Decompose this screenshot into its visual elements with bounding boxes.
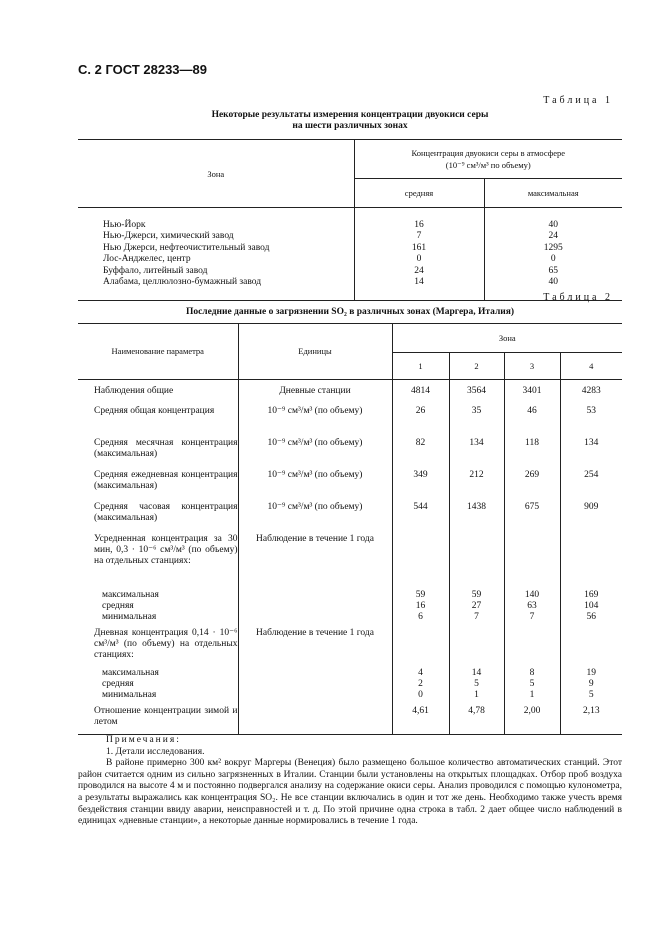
value-cell: 254 <box>560 470 622 502</box>
value-cell: 9 <box>560 679 622 690</box>
value-cell: 134 <box>449 438 504 470</box>
value-cell: 1 <box>504 690 560 706</box>
table-row <box>78 502 622 534</box>
table2-col-units: Единицы <box>238 324 392 380</box>
value-cell: 212 <box>449 470 504 502</box>
value-cell: 118 <box>504 438 560 470</box>
sub-label: средняя <box>102 601 134 611</box>
table1-col-conc-line1: Концентрация двуокиси серы в атмосфере <box>411 148 565 158</box>
value-cell: 4 <box>392 668 449 679</box>
value-cell: 5 <box>560 690 622 706</box>
value-cell: 59 <box>449 590 504 601</box>
param-cell: Средняя общая концентрация <box>94 406 215 416</box>
value-cell: 2,13 <box>560 706 622 735</box>
param-cell: Наблюдения общие <box>94 386 174 396</box>
value-cell: 35 <box>449 406 504 438</box>
table1-col-max: максимальная <box>484 179 622 208</box>
value-cell: 16 <box>392 601 449 612</box>
value-cell: 1 <box>449 690 504 706</box>
zone-header: 1 <box>392 353 449 380</box>
value-cell: 2,00 <box>504 706 560 735</box>
table-row <box>78 243 622 255</box>
avg-cell: 7 <box>354 231 484 243</box>
units-cell: Дневные станции <box>238 380 392 407</box>
table-row <box>78 612 622 628</box>
table1-col-conc-line2: (10⁻⁹ см³/м³ по объему) <box>445 160 531 170</box>
table-row <box>78 679 622 690</box>
table-row <box>78 690 622 706</box>
table1-title-line2: на шести различных зонах <box>292 121 408 131</box>
table-row <box>78 534 622 590</box>
table2-col-param: Наименование параметра <box>78 324 238 380</box>
table1-title-line1: Некоторые результаты измерения концентрации двуокиси серы <box>211 110 489 120</box>
value-cell: 7 <box>449 612 504 628</box>
value-cell: 46 <box>504 406 560 438</box>
units-cell: Наблюдение в течение 1 года <box>238 534 392 590</box>
max-cell: 0 <box>484 254 622 266</box>
table1 <box>78 139 622 301</box>
value-cell: 4814 <box>392 380 449 407</box>
table-row <box>78 628 622 668</box>
param-cell: Усредненная концентрация за 30 мин, 0,3 · 10⁻⁶ см³/м³ (по объему) на отдельных станциях: <box>94 534 238 566</box>
units-cell: Наблюдение в течение 1 года <box>238 628 392 668</box>
sub-label: максимальная <box>102 590 159 600</box>
sub-label: минимальная <box>102 690 157 700</box>
zone-header: 4 <box>560 353 622 380</box>
table-row <box>78 406 622 438</box>
value-cell: 349 <box>392 470 449 502</box>
max-cell: 65 <box>484 266 622 278</box>
avg-cell: 16 <box>354 220 484 232</box>
table-row <box>78 438 622 470</box>
param-cell: Средняя ежедневная концентрация (максимальная) <box>94 470 238 491</box>
value-cell: 8 <box>504 668 560 679</box>
zone-cell: Лос-Анджелес, центр <box>103 254 191 265</box>
value-cell: 26 <box>392 406 449 438</box>
max-cell: 40 <box>484 220 622 232</box>
table-row <box>78 668 622 679</box>
notes-item-1: 1. Детали исследования. <box>106 746 205 757</box>
page-header: С. 2 ГОСТ 28233—89 <box>78 62 207 77</box>
value-cell: 6 <box>392 612 449 628</box>
table1-col-conc <box>354 140 622 179</box>
table-row <box>78 590 622 601</box>
table-row <box>78 220 622 232</box>
zone-cell: Буффало, литейный завод <box>103 265 208 276</box>
value-cell: 544 <box>392 502 449 534</box>
value-cell: 27 <box>449 601 504 612</box>
notes <box>78 735 622 828</box>
zone-cell: Алабама, целлюлозно-бумажный завод <box>103 277 262 288</box>
max-cell: 40 <box>484 277 622 289</box>
value-cell: 82 <box>392 438 449 470</box>
param-cell: Средняя часовая концентрация (максимальная) <box>94 502 238 523</box>
units-cell: 10⁻⁹ см³/м³ (по объему) <box>238 406 392 438</box>
value-cell: 675 <box>504 502 560 534</box>
avg-cell: 161 <box>354 243 484 255</box>
units-cell: 10⁻⁹ см³/м³ (по объему) <box>238 470 392 502</box>
table-row <box>78 706 622 735</box>
zone-cell: Нью-Йорк <box>103 219 146 230</box>
notes-body: В районе примерно 300 км² вокруг Маргеры (Венеция) было размещено большое количество автоматических станций. Этот район считается одним из сильно загрязненных в Италии. Станции были установлены на открытых площадках. Отбор проб воздуха проводился на высоте 4 м и постоянно подвергался анализу на содержание окиси серы. Анализ проводился с помощью кулонометра, а результаты выражались как концентрация SO₂. Не все станции включались в один и тот же день. Необходимо также учесть время бездействия станции ввиду аварии, неисправностей и т. д. По этой причине одна строка в табл. 2 дает общее число наблюдений в единицах «дневные станции», а некоторые данные нормировались в течение 1 года. <box>78 758 622 827</box>
sub-label: максимальная <box>102 668 159 678</box>
table-row <box>78 601 622 612</box>
value-cell: 0 <box>392 690 449 706</box>
value-cell: 134 <box>560 438 622 470</box>
table-row <box>78 470 622 502</box>
table1-title <box>78 110 622 132</box>
value-cell: 56 <box>560 612 622 628</box>
value-cell: 53 <box>560 406 622 438</box>
avg-cell: 24 <box>354 266 484 278</box>
units-cell: 10⁻⁹ см³/м³ (по объему) <box>238 438 392 470</box>
value-cell: 3564 <box>449 380 504 407</box>
zone-header: 3 <box>504 353 560 380</box>
table-row <box>78 266 622 278</box>
value-cell: 4,61 <box>392 706 449 735</box>
value-cell: 59 <box>392 590 449 601</box>
param-cell: Отношение концентрации зимой и летом <box>94 706 238 727</box>
value-cell: 3401 <box>504 380 560 407</box>
table2-col-zone: Зона <box>392 324 622 353</box>
value-cell: 7 <box>504 612 560 628</box>
value-cell: 4,78 <box>449 706 504 735</box>
zone-cell: Нью-Джерси, химический завод <box>103 231 234 242</box>
table-row <box>78 231 622 243</box>
table1-col-zone: Зона <box>78 140 354 208</box>
table2-label: Таблица 2 <box>543 292 613 303</box>
table2 <box>78 323 622 735</box>
table1-col-avg: средняя <box>354 179 484 208</box>
zone-header: 2 <box>449 353 504 380</box>
table2-title: Последние данные о загрязнении SO₂ в различных зонах (Маргера, Италия) <box>185 307 515 317</box>
value-cell: 4283 <box>560 380 622 407</box>
max-cell: 1295 <box>484 243 622 255</box>
param-cell: Дневная концентрация 0,14 · 10⁻⁶ см³/м³ (по объему) на отдельных станциях: <box>94 628 238 660</box>
value-cell: 169 <box>560 590 622 601</box>
table-row <box>78 254 622 266</box>
value-cell: 104 <box>560 601 622 612</box>
table-row <box>78 380 622 407</box>
avg-cell: 0 <box>354 254 484 266</box>
value-cell: 2 <box>392 679 449 690</box>
value-cell: 5 <box>504 679 560 690</box>
zone-cell: Нью Джерси, нефтеочистительный завод <box>103 242 270 253</box>
table1-label: Таблица 1 <box>543 95 613 106</box>
sub-label: минимальная <box>102 612 157 622</box>
notes-heading: Примечания: <box>106 735 181 745</box>
units-cell: 10⁻⁹ см³/м³ (по объему) <box>238 502 392 534</box>
value-cell: 269 <box>504 470 560 502</box>
sub-label: средняя <box>102 679 134 689</box>
value-cell: 140 <box>504 590 560 601</box>
table-row <box>78 277 622 289</box>
value-cell: 14 <box>449 668 504 679</box>
param-cell: Средняя месячная концентрация (максимальная) <box>94 438 238 459</box>
max-cell: 24 <box>484 231 622 243</box>
value-cell: 1438 <box>449 502 504 534</box>
avg-cell: 14 <box>354 277 484 289</box>
value-cell: 63 <box>504 601 560 612</box>
value-cell: 909 <box>560 502 622 534</box>
value-cell: 19 <box>560 668 622 679</box>
value-cell: 5 <box>449 679 504 690</box>
